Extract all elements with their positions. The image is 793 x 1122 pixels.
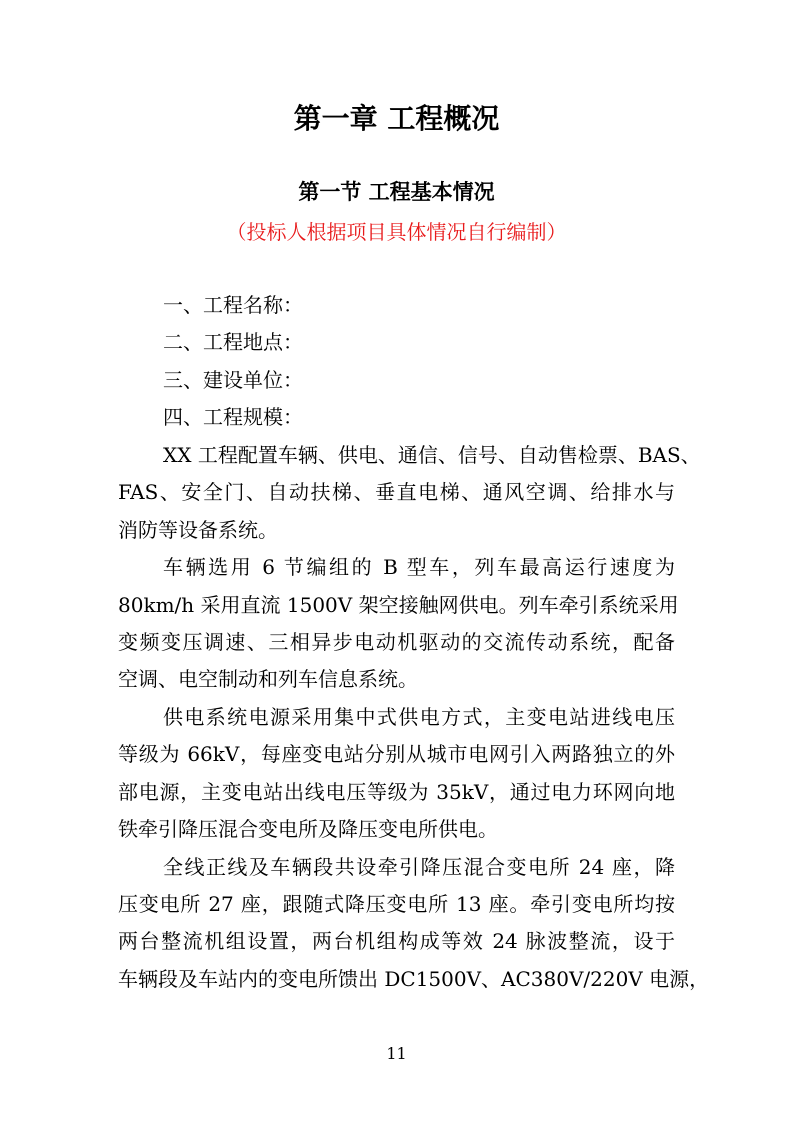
item-construction-unit: 三、建设单位：: [163, 367, 303, 392]
paragraph-systems: [118, 437, 701, 549]
chapter-title: 第一章 工程概况: [293, 102, 500, 135]
paragraph-line: 铁牵引降压混合变电所及降压变电所供电。: [118, 817, 498, 842]
page-number: 11: [386, 1044, 407, 1063]
document-body: [118, 287, 710, 998]
paragraph-substations: [118, 849, 710, 999]
paragraph-vehicles: [118, 549, 679, 699]
paragraph-line: FAS、安全门、自动扶梯、垂直电梯、通风空调、给排水与: [118, 480, 675, 505]
paragraph-power-supply: [118, 699, 675, 849]
paragraph-line: 变频变压调速、三相异步电动机驱动的交流传动系统，配备: [118, 629, 675, 654]
paragraph-line: 供电系统电源采用集中式供电方式，主变电站进线电压: [163, 704, 675, 729]
paragraph-line: XX 工程配置车辆、供电、通信、信号、自动售检票、BAS、: [163, 442, 701, 467]
paragraph-line: 两台整流机组设置，两台机组构成等效 24 脉波整流，设于: [118, 929, 675, 954]
paragraph-line: 等级为 66kV，每座变电站分别从城市电网引入两路独立的外: [118, 742, 675, 767]
instruction-note: （投标人根据项目具体情况自行编制）: [226, 220, 567, 244]
paragraph-line: 空调、电空制动和列车信息系统。: [118, 667, 418, 692]
paragraph-line: 部电源，主变电站出线电压等级为 35kV，通过电力环网向地: [118, 779, 675, 804]
section-title: 第一节 工程基本情况: [298, 180, 495, 204]
paragraph-line: 车辆选用 6 节编组的 B 型车，列车最高运行速度为: [163, 555, 675, 580]
paragraph-line: 车辆段及车站内的变电所馈出 DC1500V、AC380V/220V 电源，: [118, 966, 710, 991]
item-project-scale: 四、工程规模：: [163, 405, 303, 430]
paragraph-line: 消防等设备系统。: [118, 517, 278, 542]
paragraph-line: 全线正线及车辆段共设牵引降压混合变电所 24 座，降: [163, 854, 675, 879]
item-project-name: 一、工程名称：: [163, 293, 303, 317]
paragraph-line: 压变电所 27 座，跟随式降压变电所 13 座。牵引变电所均按: [118, 892, 675, 916]
paragraph-line: 80km/h 采用直流 1500V 架空接触网供电。列车牵引系统采用: [118, 592, 679, 617]
item-project-location: 二、工程地点：: [163, 330, 303, 355]
